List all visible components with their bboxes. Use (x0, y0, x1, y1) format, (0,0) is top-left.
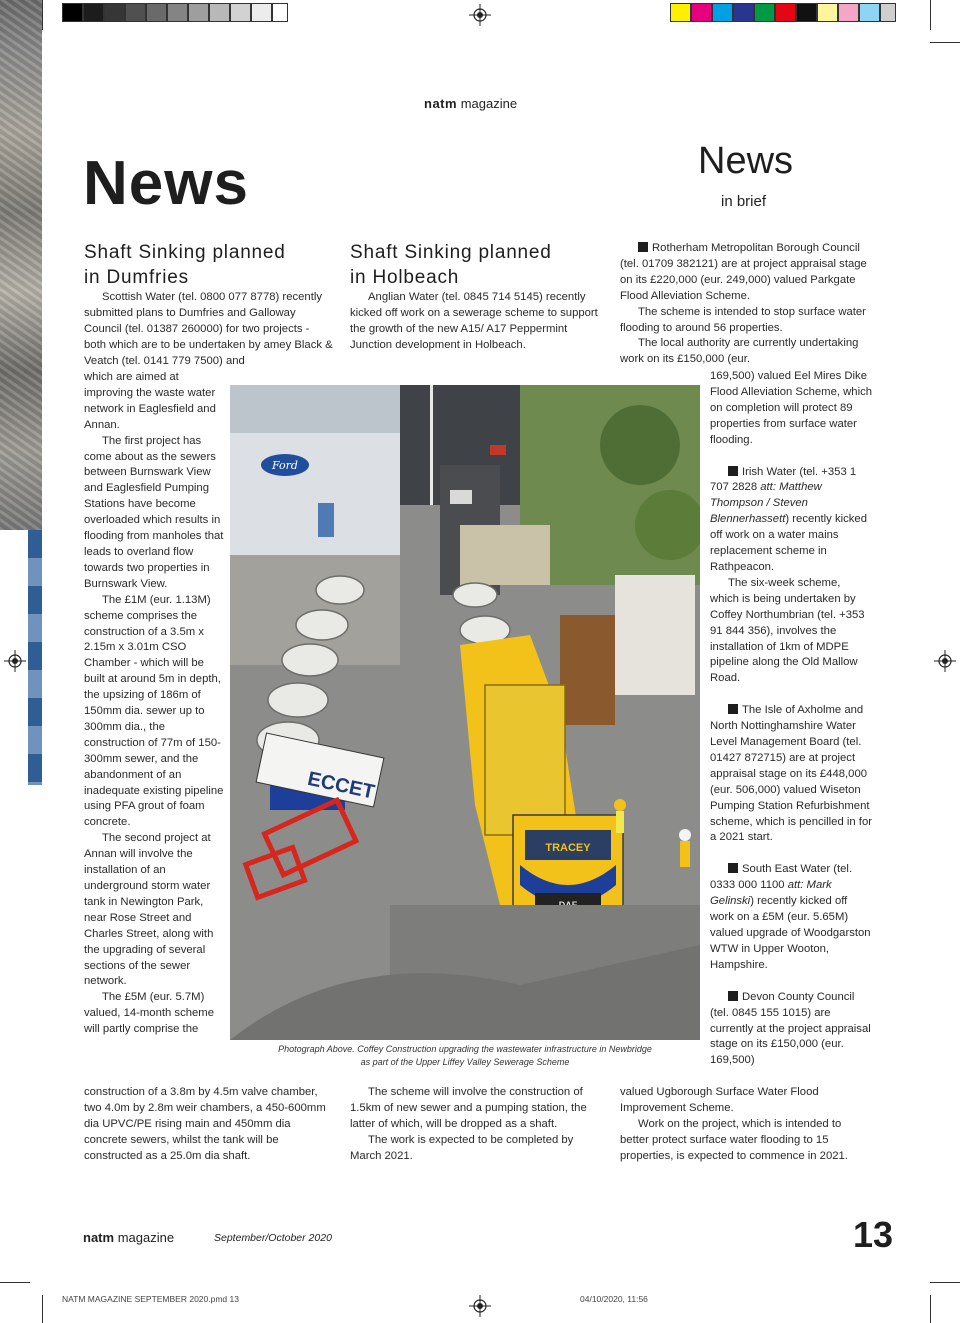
footer-word: magazine (117, 1230, 175, 1245)
paragraph: Work on the project, which is intended to better protect surface water flooding to 15 properties, is expected to commence in 2021. (620, 1117, 848, 1162)
paragraph: The £1M (eur. 1.13M) scheme comprises the construction of a 3.5m x 2.15m x 3.01m CSO Chamber - which will be built at around 5m in depth, the upsizing of 186m of 150mm dia. sewer up to 300mm dia., the construction of 77m of 150-300mm sewer, and the abandonment of an inadequate existing pipeline using PFA grout of foam concrete. (84, 593, 224, 829)
paragraph: construction of a 3.8m by 4.5m valve chamber, two 4.0m by 2.8m weir chambers, a 450-600mm dia UPVC/PE rising main and 450mm dia concrete sewers, whilst the tank will be constructed as a 25.0m dia shaft. (84, 1086, 326, 1162)
brief-title: News (698, 140, 794, 182)
feature-photograph (230, 385, 700, 1040)
bullet-square-icon (728, 704, 738, 714)
slug-timestamp: 04/10/2020, 11:56 (580, 1294, 648, 1304)
brief-subtitle: in brief (721, 193, 767, 210)
attention-text: att: Mark Gelinski (710, 879, 832, 908)
headline-holbeach (350, 240, 605, 290)
paragraph: The work is expected to be completed by March 2021. (350, 1133, 574, 1162)
paragraph-text: Devon County Council (tel. 0845 155 1015) are currently at the project appraisal stage on its £150,000 (eur. 169,500) (710, 990, 871, 1067)
registration-mark-icon (469, 1295, 491, 1317)
article-dumfries-bottom (84, 1085, 336, 1165)
article-dumfries-narrow (84, 370, 226, 1038)
paragraph: Anglian Water (tel. 0845 714 5145) recently kicked off work on a sewerage scheme to support the growth of the new A15/ A17 Peppermint Junction development in Holbeach. (350, 291, 598, 351)
paragraph: The £5M (eur. 5.7M) valued, 14-month scheme will partly comprise the (84, 991, 214, 1036)
paragraph: The second project at Annan will involve the installation of an underground storm water tank in Newington Park, near Rose Street and Charles Street, along with the upgrading of several sections of the sewer network. (84, 832, 214, 988)
bleed-color-strip (28, 530, 42, 785)
paragraph: The first project has come about as the sewers between Burnswark View and Eaglesfield Pumping Stations have become overloaded which results in flooding from manholes that leads to overland flow towards two properties in Burnswark View. (84, 434, 224, 590)
masthead-word: magazine (460, 96, 518, 111)
paragraph: Scottish Water (tel. 0800 077 8778) recently submitted plans to Dumfries and Galloway Council (tel. 01387 260000) for two projects - both which are to be undertaken by amey Black & Veatch (tel. 0141 779 7500) and (84, 291, 333, 367)
headline-line: in Dumfries (84, 267, 189, 288)
paragraph (710, 990, 872, 1070)
photo-caption (230, 1043, 700, 1069)
article-dumfries-top (84, 290, 334, 370)
paragraph-text: ) recently kicked off work on a water mains replacement scheme in Rathpeacon. (710, 513, 867, 573)
paragraph: The scheme is intended to stop surface water flooding to around 56 properties. (620, 305, 866, 334)
truck-brand-text: TRACEY (545, 842, 591, 854)
eccet-sign-text: ECCET (305, 767, 377, 804)
article-holbeach-top (350, 290, 606, 354)
bullet-square-icon (728, 991, 738, 1001)
paragraph (710, 703, 872, 846)
article-holbeach-bottom (350, 1085, 605, 1165)
paragraph-text: Rotherham Metropolitan Borough Council (tel. 01709 382121) are at project appraisal stage on its £220,000 (eur. 249,000) valued Parkgate Flood Alleviation Scheme. (620, 242, 867, 302)
paragraph: The scheme will involve the construction of 1.5km of new sewer and a pumping station, the latter of which, will be dropped as a shaft. (350, 1086, 587, 1130)
bleed-photo-strip (0, 0, 42, 530)
bullet-square-icon (638, 242, 648, 252)
registration-mark-icon (4, 650, 26, 672)
paragraph-text: The Isle of Axholme and North Nottinghamshire Water Level Management Board (tel. 01427 872715) are at project appraisal stage on its £448,000 (eur. 506,000) valued Wiseton Pumping Station Refurbishment scheme, which is pencilled in for a 2021 start. (710, 704, 872, 844)
paragraph (710, 862, 872, 973)
paragraph: The local authority are currently undertaking work on its £150,000 (eur. (620, 337, 859, 366)
caption-line: as part of the Upper Liffey Valley Sewerage Scheme (360, 1057, 570, 1067)
registration-mark-icon (469, 4, 491, 26)
paragraph: which are aimed at improving the waste water network in Eaglesfield and Annan. (84, 371, 216, 431)
headline-dumfries (84, 240, 334, 290)
paragraph: 169,500) valued Eel Mires Dike Flood Alleviation Scheme, which on completion will protect 89 properties from surface water flooding. (710, 370, 873, 446)
page-number: 13 (853, 1214, 894, 1255)
footer-masthead (83, 1230, 174, 1245)
masthead-brand: natm (424, 96, 458, 111)
paragraph-text: ) recently kicked off work on a £5M (eur. 5.65M) valued upgrade of Woodgarston WTW in Upper Wooton, Hampshire. (710, 895, 871, 971)
paragraph: The six-week scheme, which is being undertaken by Coffey Northumbrian (tel. +353 91 844 356), involves the installation of 1km of MDPE pipeline along the Old Mallow Road. (710, 576, 865, 685)
page-title: News (83, 149, 249, 218)
bullet-square-icon (728, 863, 738, 873)
brief-item-devon-bottom (620, 1085, 870, 1165)
paragraph-text: Irish Water (tel. +353 1 707 2828 (710, 465, 857, 494)
attention-text: att: Matthew Thompson / Steven Blennerhassett (710, 481, 822, 526)
slug-filename: NATM MAGAZINE SEPTEMBER 2020.pmd 13 (62, 1294, 239, 1304)
headline-line: in Holbeach (350, 267, 460, 288)
brief-items-narrow (710, 369, 872, 1069)
masthead (424, 96, 517, 111)
footer-brand: natm (83, 1230, 115, 1245)
paragraph (620, 241, 870, 305)
brief-item-rotherham (620, 241, 870, 368)
ford-sign-text: Ford (272, 459, 298, 472)
headline-line: Shaft Sinking planned (350, 242, 552, 263)
bullet-square-icon (728, 466, 738, 476)
footer-date: September/October 2020 (214, 1232, 332, 1244)
paragraph (710, 465, 872, 576)
site-photo-illustration (230, 385, 700, 1040)
registration-mark-icon (934, 650, 956, 672)
paragraph: valued Ugborough Surface Water Flood Improvement Scheme. (620, 1086, 819, 1114)
caption-line: Photograph Above. Coffey Construction upgrading the wastewater infrastructure in Newbridge (278, 1044, 652, 1054)
headline-line: Shaft Sinking planned (84, 242, 286, 263)
paragraph-text: South East Water (tel. 0333 000 1100 (710, 863, 853, 892)
